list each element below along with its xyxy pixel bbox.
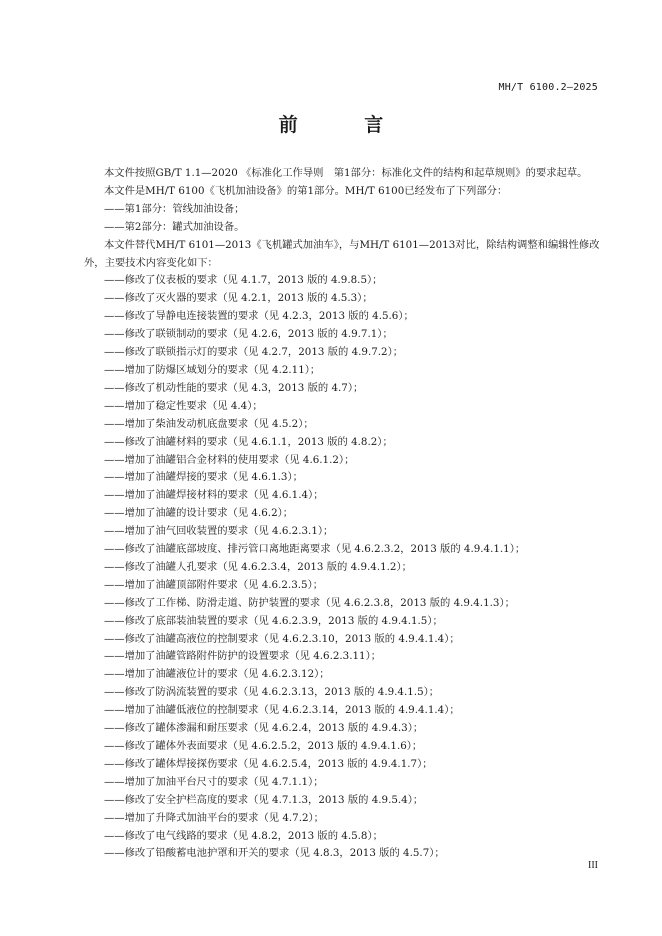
paragraph-document-part: 本文件是MH/T 6100《飞机加油设备》的第1部分。MH/T 6100已经发布了下列部分：	[104, 184, 508, 197]
list-item-part-1: ——第1部分：管线加油设备；	[104, 202, 245, 215]
change-list-item: ——修改了安全护栏高度的要求（见 4.7.1.3，2013 版的 4.9.5.4）；	[104, 793, 424, 806]
change-list-item: ——修改了罐体外表面要求（见 4.6.2.5.2，2013 版的 4.9.4.1.6）；	[104, 740, 423, 752]
page-title: 前 言	[278, 114, 414, 136]
standard-code: MH/T 6100.2—2025	[498, 82, 598, 93]
change-list-item: ——修改了油罐底部坡度、排污管口离地距离要求（见 4.6.2.3.2，2013 版的 4.9.4.1.1）；	[104, 543, 526, 556]
change-list-item: ——增加了升降式加油平台的要求（见 4.7.2）；	[104, 811, 324, 824]
change-list-item: ——修改了导静电连接装置的要求（见 4.2.3，2013 版的 4.5.6）；	[104, 310, 414, 323]
changes-list	[84, 272, 600, 863]
change-list-item: ——增加了油罐铝合金材料的使用要求（见 4.6.1.2）；	[104, 453, 355, 466]
change-list-item: ——增加了油罐焊接的要求（见 4.6.1.3）；	[104, 471, 303, 484]
change-list-item: ——修改了铅酸蓄电池护罩和开关的要求（见 4.8.3，2013 版的 4.5.7）；	[104, 847, 445, 860]
change-list-item: ——增加了油气回收装置的要求（见 4.6.2.3.1）；	[104, 525, 334, 538]
list-item-part-2: ——第2部分：罐式加油设备。	[104, 220, 245, 233]
paragraph-drafting-basis: 本文件按照GB/T 1.1—2020 《标准化工作导则 第1部分：标准化文件的结构和起草规则》的要求起草。	[104, 167, 588, 179]
change-list-item: ——修改了机动性能的要求（见 4.3，2013 版的 4.7）；	[104, 381, 364, 394]
change-list-item: ——修改了罐体焊接探伤要求（见 4.6.2.5.4，2013 版的 4.9.4.1.7）；	[104, 757, 433, 770]
change-list-item: ——修改了防涡流装置的要求（见 4.6.2.3.13，2013 版的 4.9.4.1.5）；	[104, 686, 440, 699]
change-list-item: ——修改了油罐人孔要求（见 4.6.2.3.4，2013 版的 4.9.4.1.2）；	[104, 560, 412, 573]
paragraph-replacement: 本文件替代MH/T 6101—2013《飞机罐式加油车》，与MH/T 6101—2013对比，除结构调整和编辑性修改外，主要技术内容变化如下：	[84, 238, 600, 269]
change-list-item: ——增加了油罐的设计要求（见 4.6.2）；	[104, 507, 294, 520]
change-list-item: ——增加了稳定性要求（见 4.4）；	[104, 399, 263, 412]
change-list-item: ——增加了油罐顶部附件要求（见 4.6.2.3.5）；	[104, 578, 324, 591]
page-number: III	[588, 860, 598, 871]
change-list-item: ——修改了油罐材料的要求（见 4.6.1.1，2013 版的 4.8.2）；	[104, 435, 393, 448]
change-list-item: ——修改了灭火器的要求（见 4.2.1，2013 版的 4.5.3）；	[104, 292, 373, 305]
foreword-body	[84, 165, 600, 863]
change-list-item: ——修改了电气线路的要求（见 4.8.2，2013 版的 4.5.8）；	[104, 829, 383, 842]
change-list-item: ——修改了工作梯、防滑走道、防护装置的要求（见 4.6.2.3.8，2013 版的 4.9.4.1.3）；	[104, 596, 515, 609]
change-list-item: ——增加了油罐低液位的控制要求（见 4.6.2.3.14，2013 版的 4.9.4.1.4）；	[104, 704, 460, 717]
change-list-item: ——修改了罐体渗漏和耐压要求（见 4.6.2.4，2013 版的 4.9.4.3）；	[104, 722, 424, 735]
change-list-item: ——增加了油罐焊接材料的要求（见 4.6.1.4）；	[104, 489, 324, 502]
change-list-item: ——增加了油罐液位计的要求（见 4.6.2.3.12）；	[104, 668, 330, 681]
change-list-item: ——修改了油罐高液位的控制要求（见 4.6.2.3.10，2013 版的 4.9.4.1.4）；	[104, 632, 460, 645]
change-list-item: ——增加了防爆区域划分的要求（见 4.2.11）；	[104, 363, 321, 376]
change-list-item: ——增加了柴油发动机底盘要求（见 4.5.2）；	[104, 417, 314, 430]
change-list-item: ——增加了油罐管路附件防护的设置要求（见 4.6.2.3.11）；	[104, 650, 382, 663]
change-list-item: ——增加了加油平台尺寸的要求（见 4.7.1.1）；	[104, 775, 324, 788]
change-list-item: ——修改了联锁指示灯的要求（见 4.2.7，2013 版的 4.9.7.2）；	[104, 346, 404, 359]
change-list-item: ——修改了底部装油装置的要求（见 4.6.2.3.9，2013 版的 4.9.4.1.5）；	[104, 614, 443, 627]
change-list-item: ——修改了仪表板的要求（见 4.1.7，2013 版的 4.9.8.5）；	[104, 274, 383, 287]
change-list-item: ——修改了联锁制动的要求（见 4.2.6，2013 版的 4.9.7.1）；	[104, 328, 393, 341]
